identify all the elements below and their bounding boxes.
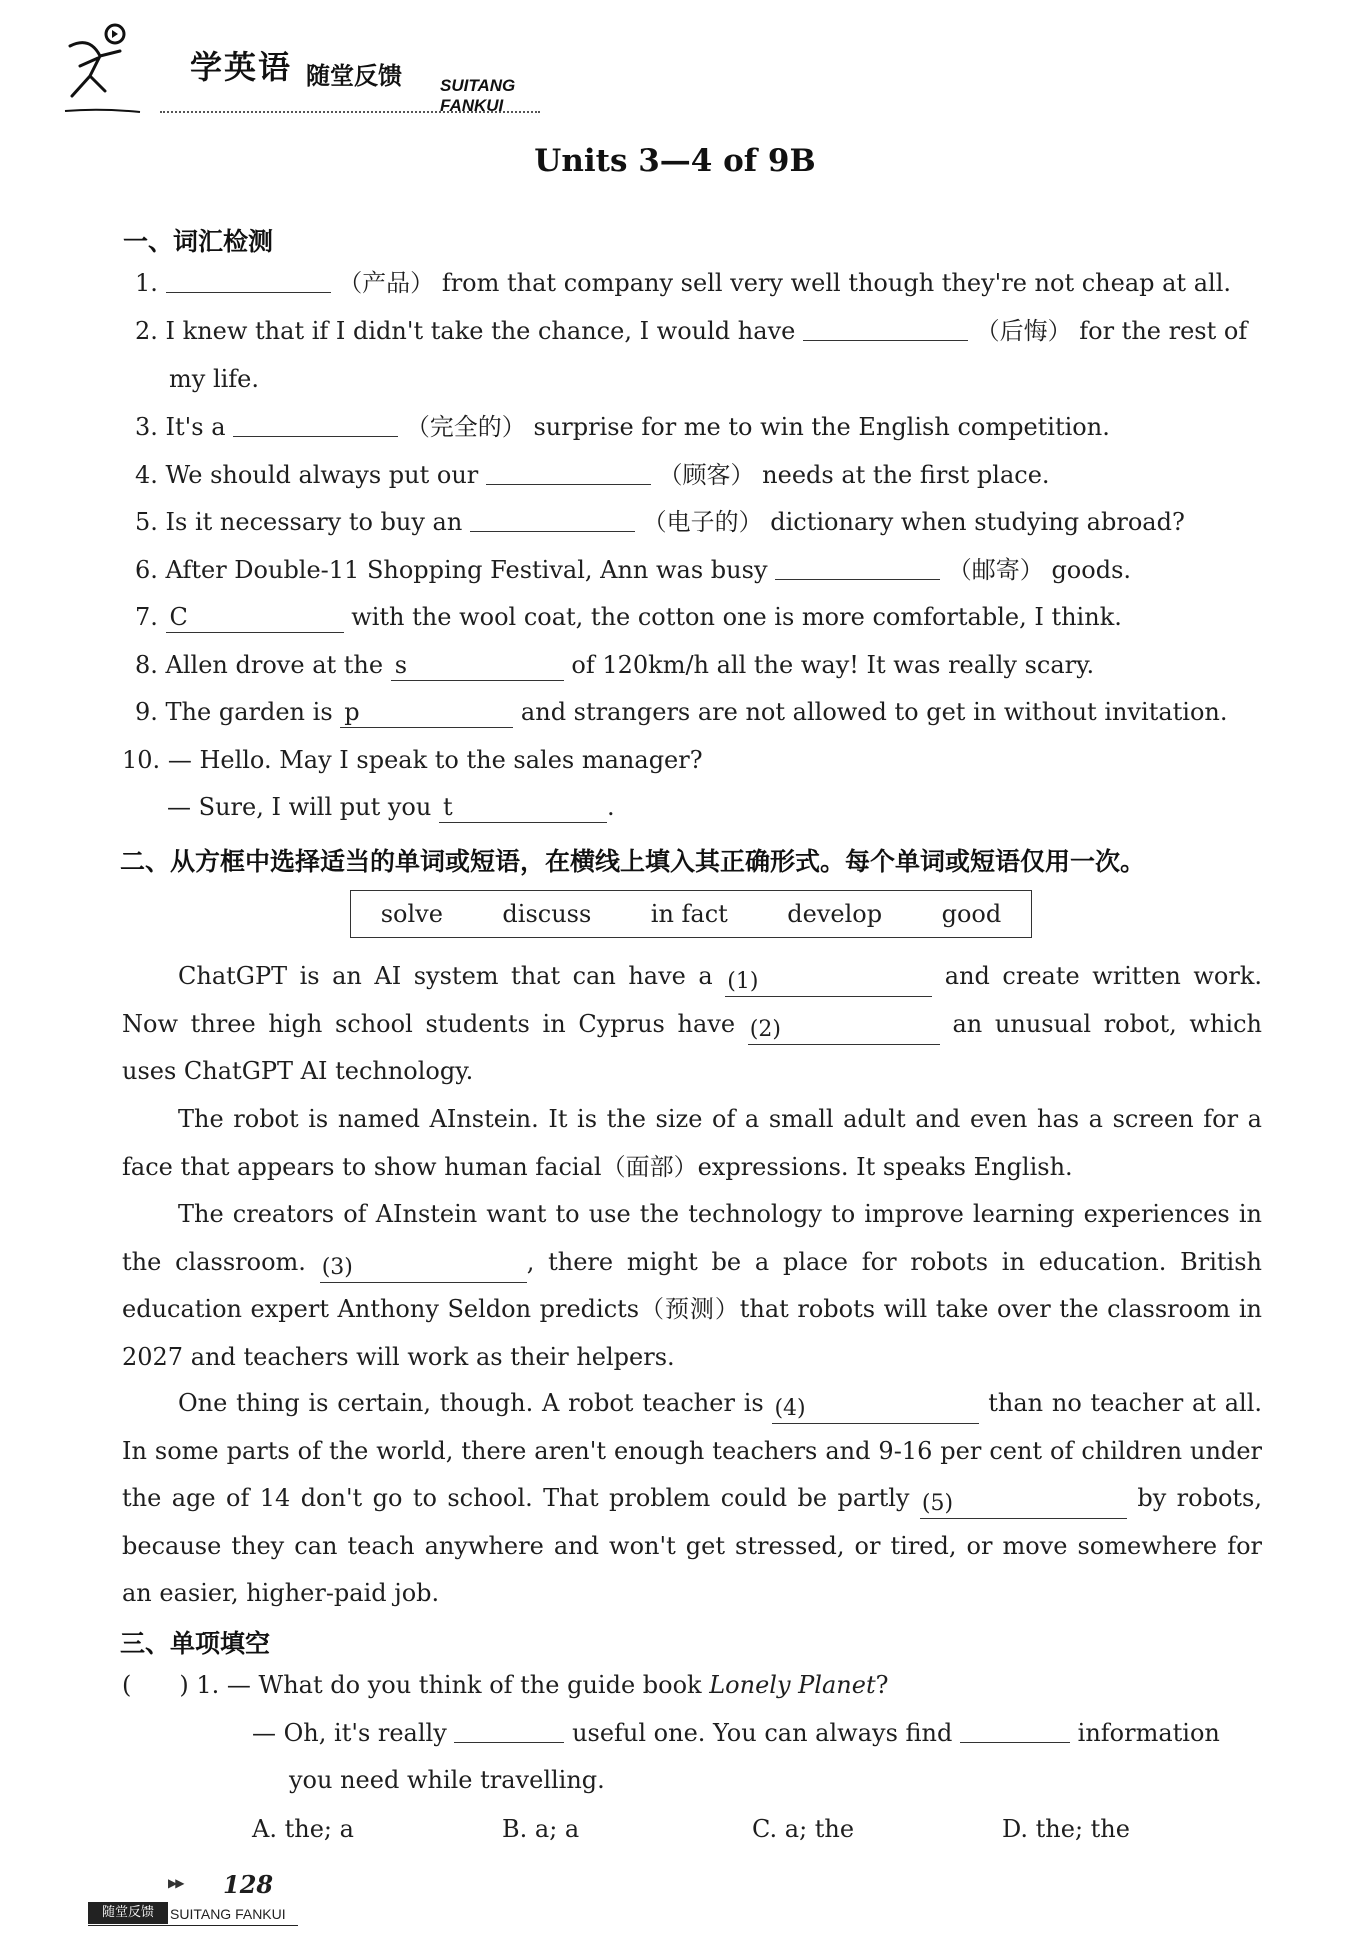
- option-a[interactable]: A. the; a: [252, 1815, 354, 1843]
- mc-question-1-reply: — Oh, it's really useful one. You can always find information: [252, 1719, 1220, 1747]
- answer-paren[interactable]: ( ): [122, 1671, 189, 1699]
- vocab-item-2: 2. I knew that if I didn't take the chance, I would have （后悔） for the rest of: [135, 317, 1248, 345]
- vocab-item-7: 7. C with the wool coat, the cotton one is more comfortable, I think.: [135, 603, 1122, 631]
- vocab-item-10-reply: — Sure, I will put you t .: [167, 793, 615, 821]
- passage-paragraph-4: One thing is certain, though. A robot teacher is (4) than no teacher at all. In some parts of the world, there aren't enough teachers and 9-16 per cent of children under the age of 14 don't go to school. That problem could be partly (5) by robots, because they can teach anywhere and won't get stressed, or tired, or move somewhere for an easier, higher-paid job.: [122, 1389, 1263, 1607]
- word-option: discuss: [502, 900, 592, 928]
- answer-blank[interactable]: [454, 1718, 564, 1743]
- passage-blank-2[interactable]: (2): [748, 1016, 940, 1045]
- footer: [88, 1870, 388, 1930]
- answer-blank[interactable]: [486, 460, 651, 485]
- mc-question-1-reply-cont: you need while travelling.: [289, 1766, 605, 1794]
- word-option: in fact: [650, 900, 728, 928]
- vocab-item-5: 5. Is it necessary to buy an （电子的） dictionary when studying abroad?: [135, 508, 1185, 536]
- word-box: [350, 890, 1032, 938]
- passage-blank-1[interactable]: (1): [725, 968, 932, 997]
- double-arrow-icon: ▶▶: [168, 1876, 183, 1890]
- passage-blank-4[interactable]: (4): [772, 1395, 979, 1424]
- brand-en: SUITANG FANKUI: [440, 76, 516, 115]
- passage-paragraph-3: The creators of AInstein want to use the technology to improve learning experiences in the classroom. (3) , there might be a place for robots in education. British education expert Anthony Seldon predicts（预测）that robots will take over the classroom in 2027 and teachers will work as their helpers.: [122, 1200, 1262, 1371]
- section2-heading: 二、从方框中选择适当的单词或短语，在横线上填入其正确形式。每个单词或短语仅用一次。: [120, 847, 1146, 876]
- vocab-item-4: 4. We should always put our （顾客） needs at the first place.: [135, 461, 1050, 489]
- footer-badge: 随堂反馈: [88, 1902, 168, 1924]
- option-b[interactable]: B. a; a: [502, 1815, 580, 1843]
- answer-blank[interactable]: t: [439, 792, 607, 823]
- vocab-item-2-cont: my life.: [169, 365, 260, 393]
- answer-blank[interactable]: C: [166, 602, 344, 633]
- answer-blank[interactable]: [233, 412, 398, 437]
- section1-heading: 一、词汇检测: [123, 227, 274, 256]
- word-option: good: [941, 900, 1002, 928]
- answer-blank[interactable]: [470, 507, 635, 532]
- brand-zh-small: 随堂反馈: [306, 62, 402, 90]
- answer-blank[interactable]: p: [340, 697, 513, 728]
- answer-blank[interactable]: [775, 555, 940, 580]
- passage-blank-5[interactable]: (5): [920, 1490, 1127, 1519]
- brand-zh: 学英语: [190, 48, 293, 86]
- answer-blank[interactable]: [166, 268, 331, 293]
- header-dotted-line: [160, 111, 540, 113]
- answer-blank[interactable]: [960, 1718, 1070, 1743]
- footer-rule: [88, 1925, 298, 1926]
- word-option: solve: [380, 900, 443, 928]
- vocab-item-8: 8. Allen drove at the s of 120km/h all the way! It was really scary.: [135, 651, 1095, 679]
- answer-blank[interactable]: [803, 316, 968, 341]
- vocab-item-9: 9. The garden is p and strangers are not allowed to get in without invitation.: [135, 698, 1228, 726]
- footer-brand-en: SUITANG FANKUI: [170, 1906, 286, 1922]
- vocab-item-3: 3. It's a （完全的） surprise for me to win the English competition.: [135, 413, 1110, 441]
- vocab-item-1: 1. （产品） from that company sell very well though they're not cheap at all.: [135, 269, 1231, 297]
- answer-blank[interactable]: s: [391, 650, 564, 681]
- vocab-item-6: 6. After Double-11 Shopping Festival, Ann was busy （邮寄） goods.: [135, 556, 1132, 584]
- word-option: develop: [787, 900, 883, 928]
- page-title: Units 3—4 of 9B: [534, 143, 816, 179]
- section3-heading: 三、单项填空: [120, 1629, 271, 1658]
- option-d[interactable]: D. the; the: [1002, 1815, 1130, 1843]
- passage-paragraph-1: ChatGPT is an AI system that can have a (1) and create written work. Now three high school students in Cyprus have (2) an unusual robot, which uses ChatGPT AI technology.: [122, 962, 1262, 1085]
- passage-blank-3[interactable]: (3): [320, 1254, 527, 1283]
- option-c[interactable]: C. a; the: [752, 1815, 855, 1843]
- runner-icon: [60, 16, 150, 116]
- header-logo: [60, 16, 560, 116]
- vocab-item-10: 10. — Hello. May I speak to the sales manager?: [122, 746, 703, 774]
- passage-paragraph-2: The robot is named AInstein. It is the size of a small adult and even has a screen for a face that appears to show human facial（面部）expressions. It speaks English.: [122, 1105, 1262, 1181]
- page-number: 128: [223, 1870, 274, 1899]
- mc-question-1: ( ) 1. — What do you think of the guide book Lonely Planet?: [122, 1671, 889, 1699]
